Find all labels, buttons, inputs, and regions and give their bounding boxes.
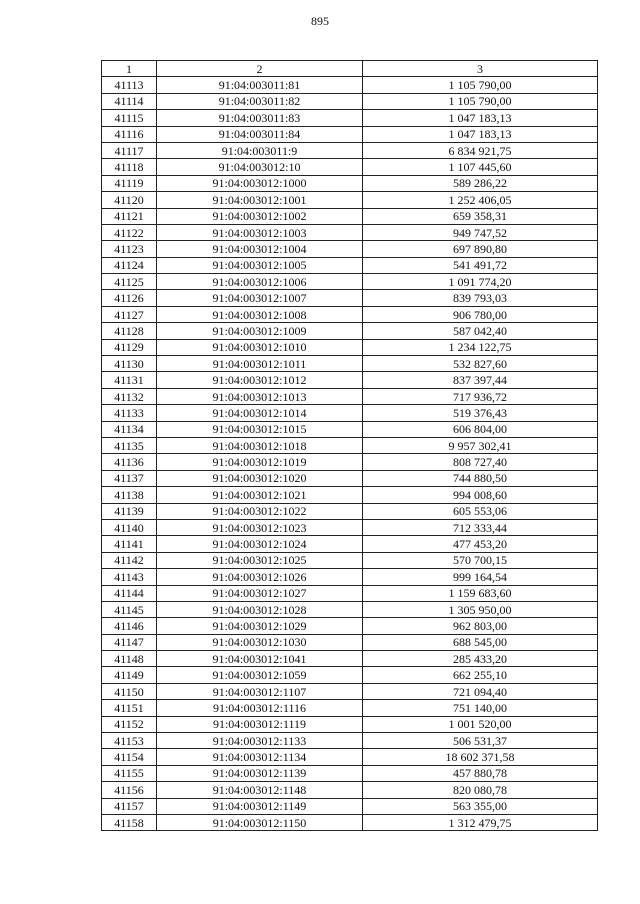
cadastral-number-cell: 91:04:003012:1025: [157, 552, 363, 568]
row-number-cell: 41147: [102, 634, 157, 650]
value-cell: 18 602 371,58: [363, 749, 598, 765]
value-cell: 994 008,60: [363, 487, 598, 503]
cadastral-number-cell: 91:04:003012:10: [157, 159, 363, 175]
cadastral-number-cell: 91:04:003012:1003: [157, 224, 363, 240]
value-cell: 906 780,00: [363, 306, 598, 322]
row-number-cell: 41115: [102, 110, 157, 126]
table-row: [102, 388, 598, 404]
value-cell: 506 531,37: [363, 733, 598, 749]
row-number-cell: 41157: [102, 798, 157, 814]
cadastral-number-cell: 91:04:003012:1149: [157, 798, 363, 814]
page-number: 895: [311, 14, 329, 28]
table-row: [102, 667, 598, 683]
row-number-cell: 41151: [102, 700, 157, 716]
value-cell: 659 358,31: [363, 208, 598, 224]
table-row: [102, 192, 598, 208]
cadastral-number-cell: 91:04:003012:1002: [157, 208, 363, 224]
row-number-cell: 41128: [102, 323, 157, 339]
value-cell: 999 164,54: [363, 569, 598, 585]
value-cell: 1 305 950,00: [363, 601, 598, 617]
row-number-cell: 41145: [102, 601, 157, 617]
table-row: [102, 454, 598, 470]
row-number-cell: 41154: [102, 749, 157, 765]
row-number-cell: 41129: [102, 339, 157, 355]
cadastral-number-cell: 91:04:003011:83: [157, 110, 363, 126]
row-number-cell: 41122: [102, 224, 157, 240]
row-number-cell: 41140: [102, 519, 157, 535]
cadastral-number-cell: 91:04:003012:1107: [157, 683, 363, 699]
row-number-cell: 41126: [102, 290, 157, 306]
row-number-cell: 41117: [102, 142, 157, 158]
row-number-cell: 41155: [102, 765, 157, 781]
row-number-cell: 41136: [102, 454, 157, 470]
row-number-cell: 41158: [102, 814, 157, 830]
table-row: [102, 290, 598, 306]
row-number-cell: 41139: [102, 503, 157, 519]
column-header-2: 2: [157, 61, 363, 77]
row-number-cell: 41125: [102, 274, 157, 290]
value-cell: 662 255,10: [363, 667, 598, 683]
cadastral-number-cell: 91:04:003012:1015: [157, 421, 363, 437]
value-cell: 1 047 183,13: [363, 110, 598, 126]
value-cell: 1 047 183,13: [363, 126, 598, 142]
value-cell: 1 107 445,60: [363, 159, 598, 175]
value-cell: 1 105 790,00: [363, 77, 598, 93]
value-cell: 949 747,52: [363, 224, 598, 240]
cadastral-number-cell: 91:04:003012:1026: [157, 569, 363, 585]
value-cell: 1 252 406,05: [363, 192, 598, 208]
value-cell: 1 234 122,75: [363, 339, 598, 355]
table-row: [102, 208, 598, 224]
value-cell: 589 286,22: [363, 175, 598, 191]
table-row: [102, 634, 598, 650]
table-row: [102, 552, 598, 568]
cadastral-number-cell: 91:04:003012:1027: [157, 585, 363, 601]
table-row: [102, 437, 598, 453]
cadastral-number-cell: 91:04:003012:1029: [157, 618, 363, 634]
cadastral-number-cell: 91:04:003011:9: [157, 142, 363, 158]
row-number-cell: 41118: [102, 159, 157, 175]
cadastral-number-cell: 91:04:003011:82: [157, 93, 363, 109]
table-row: [102, 323, 598, 339]
value-cell: 285 433,20: [363, 651, 598, 667]
cadastral-number-cell: 91:04:003011:84: [157, 126, 363, 142]
table-row: [102, 782, 598, 798]
value-cell: 606 804,00: [363, 421, 598, 437]
cadastral-number-cell: 91:04:003012:1005: [157, 257, 363, 273]
row-number-cell: 41119: [102, 175, 157, 191]
cadastral-number-cell: 91:04:003012:1000: [157, 175, 363, 191]
cadastral-number-cell: 91:04:003012:1010: [157, 339, 363, 355]
row-number-cell: 41137: [102, 470, 157, 486]
table-row: [102, 142, 598, 158]
value-cell: 563 355,00: [363, 798, 598, 814]
cadastral-number-cell: 91:04:003011:81: [157, 77, 363, 93]
table-row: [102, 126, 598, 142]
value-cell: 697 890,80: [363, 241, 598, 257]
table-row: [102, 274, 598, 290]
cadastral-number-cell: 91:04:003012:1001: [157, 192, 363, 208]
row-number-cell: 41156: [102, 782, 157, 798]
table-row: [102, 716, 598, 732]
cadastral-number-cell: 91:04:003012:1139: [157, 765, 363, 781]
row-number-cell: 41127: [102, 306, 157, 322]
value-cell: 839 793,03: [363, 290, 598, 306]
cadastral-number-cell: 91:04:003012:1028: [157, 601, 363, 617]
table-row: [102, 749, 598, 765]
table-row: [102, 814, 598, 830]
value-cell: 570 700,15: [363, 552, 598, 568]
cadastral-number-cell: 91:04:003012:1023: [157, 519, 363, 535]
cadastral-number-cell: 91:04:003012:1012: [157, 372, 363, 388]
row-number-cell: 41133: [102, 405, 157, 421]
value-cell: 532 827,60: [363, 356, 598, 372]
row-number-cell: 41120: [102, 192, 157, 208]
table-row: [102, 356, 598, 372]
table-row: [102, 159, 598, 175]
table-row: [102, 405, 598, 421]
value-cell: 587 042,40: [363, 323, 598, 339]
table-row: [102, 733, 598, 749]
value-cell: 688 545,00: [363, 634, 598, 650]
table-row: [102, 224, 598, 240]
table-row: [102, 585, 598, 601]
cadastral-number-cell: 91:04:003012:1007: [157, 290, 363, 306]
cadastral-number-cell: 91:04:003012:1021: [157, 487, 363, 503]
value-cell: 721 094,40: [363, 683, 598, 699]
row-number-cell: 41134: [102, 421, 157, 437]
table-row: [102, 175, 598, 191]
table-row: [102, 798, 598, 814]
cadastral-number-cell: 91:04:003012:1013: [157, 388, 363, 404]
cadastral-number-cell: 91:04:003012:1134: [157, 749, 363, 765]
table-row: [102, 601, 598, 617]
cadastral-number-cell: 91:04:003012:1022: [157, 503, 363, 519]
row-number-cell: 41138: [102, 487, 157, 503]
value-cell: 808 727,40: [363, 454, 598, 470]
table-row: [102, 93, 598, 109]
value-cell: 477 453,20: [363, 536, 598, 552]
row-number-cell: 41142: [102, 552, 157, 568]
cadastral-number-cell: 91:04:003012:1009: [157, 323, 363, 339]
cadastral-number-cell: 91:04:003012:1014: [157, 405, 363, 421]
cadastral-number-cell: 91:04:003012:1011: [157, 356, 363, 372]
row-number-cell: 41121: [102, 208, 157, 224]
value-cell: 541 491,72: [363, 257, 598, 273]
table-row: [102, 700, 598, 716]
cadastral-number-cell: 91:04:003012:1004: [157, 241, 363, 257]
row-number-cell: 41144: [102, 585, 157, 601]
table-row: [102, 765, 598, 781]
value-cell: 744 880,50: [363, 470, 598, 486]
value-cell: 751 140,00: [363, 700, 598, 716]
cadastral-number-cell: 91:04:003012:1024: [157, 536, 363, 552]
value-cell: 837 397,44: [363, 372, 598, 388]
table-row: [102, 110, 598, 126]
cadastral-number-cell: 91:04:003012:1148: [157, 782, 363, 798]
row-number-cell: 41130: [102, 356, 157, 372]
cadastral-number-cell: 91:04:003012:1019: [157, 454, 363, 470]
value-cell: 9 957 302,41: [363, 437, 598, 453]
value-cell: 1 105 790,00: [363, 93, 598, 109]
table-row: [102, 503, 598, 519]
table-row: [102, 519, 598, 535]
table-row: [102, 618, 598, 634]
value-cell: 1 091 774,20: [363, 274, 598, 290]
table-row: [102, 470, 598, 486]
row-number-cell: 41143: [102, 569, 157, 585]
row-number-cell: 41124: [102, 257, 157, 273]
row-number-cell: 41116: [102, 126, 157, 142]
value-cell: 712 333,44: [363, 519, 598, 535]
table-row: [102, 683, 598, 699]
table-row: [102, 241, 598, 257]
table-row: [102, 651, 598, 667]
cadastral-number-cell: 91:04:003012:1006: [157, 274, 363, 290]
row-number-cell: 41153: [102, 733, 157, 749]
row-number-cell: 41131: [102, 372, 157, 388]
row-number-cell: 41141: [102, 536, 157, 552]
header-row: [102, 61, 598, 77]
table-row: [102, 339, 598, 355]
value-cell: 1 312 479,75: [363, 814, 598, 830]
value-cell: 457 880,78: [363, 765, 598, 781]
value-cell: 6 834 921,75: [363, 142, 598, 158]
cadastral-number-cell: 91:04:003012:1133: [157, 733, 363, 749]
column-header-3: 3: [363, 61, 598, 77]
value-cell: 519 376,43: [363, 405, 598, 421]
value-cell: 820 080,78: [363, 782, 598, 798]
column-header-1: 1: [102, 61, 157, 77]
row-number-cell: 41149: [102, 667, 157, 683]
table-body: [102, 77, 598, 831]
row-number-cell: 41146: [102, 618, 157, 634]
cadastral-number-cell: 91:04:003012:1059: [157, 667, 363, 683]
row-number-cell: 41114: [102, 93, 157, 109]
row-number-cell: 41150: [102, 683, 157, 699]
table-row: [102, 421, 598, 437]
value-cell: 717 936,72: [363, 388, 598, 404]
table-row: [102, 306, 598, 322]
table-row: [102, 372, 598, 388]
cadastral-number-cell: 91:04:003012:1150: [157, 814, 363, 830]
table-row: [102, 487, 598, 503]
row-number-cell: 41148: [102, 651, 157, 667]
row-number-cell: 41152: [102, 716, 157, 732]
table-row: [102, 77, 598, 93]
value-cell: 1 159 683,60: [363, 585, 598, 601]
row-number-cell: 41132: [102, 388, 157, 404]
table-row: [102, 257, 598, 273]
cadastral-number-cell: 91:04:003012:1008: [157, 306, 363, 322]
cadastral-number-cell: 91:04:003012:1119: [157, 716, 363, 732]
value-cell: 1 001 520,00: [363, 716, 598, 732]
cadastral-number-cell: 91:04:003012:1020: [157, 470, 363, 486]
cadastral-number-cell: 91:04:003012:1041: [157, 651, 363, 667]
table-row: [102, 536, 598, 552]
table-row: [102, 569, 598, 585]
row-number-cell: 41135: [102, 437, 157, 453]
value-cell: 962 803,00: [363, 618, 598, 634]
row-number-cell: 41113: [102, 77, 157, 93]
cadastral-number-cell: 91:04:003012:1030: [157, 634, 363, 650]
cadastral-number-cell: 91:04:003012:1018: [157, 437, 363, 453]
cadastral-number-cell: 91:04:003012:1116: [157, 700, 363, 716]
row-number-cell: 41123: [102, 241, 157, 257]
value-cell: 605 553,06: [363, 503, 598, 519]
registry-table: [101, 60, 598, 831]
